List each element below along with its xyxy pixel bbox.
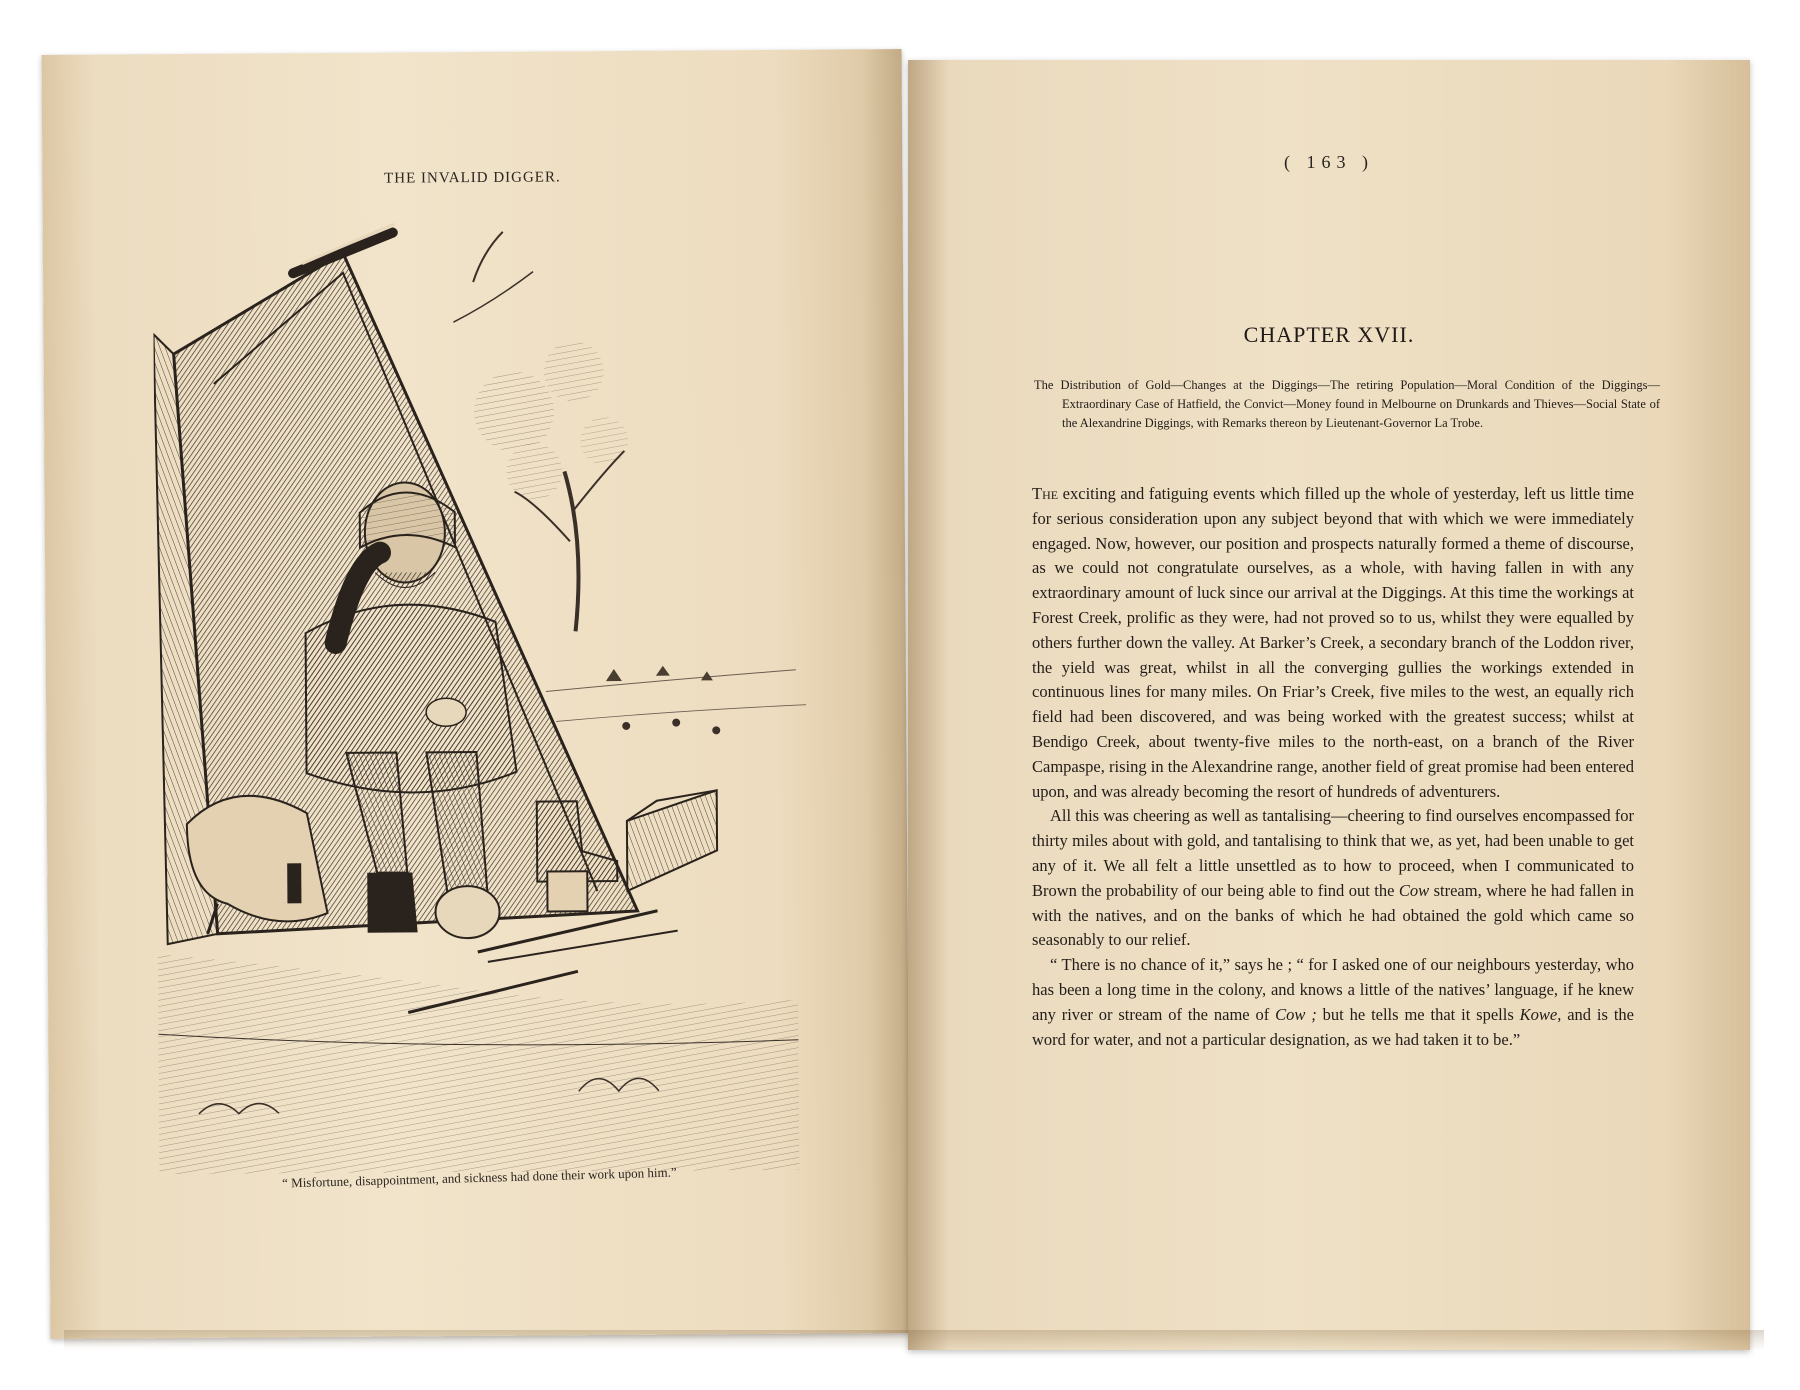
chapter-body [1032, 482, 1634, 1052]
paragraph-3-italic-2: Kowe, [1519, 1004, 1562, 1024]
paragraph-1 [1032, 482, 1634, 804]
chapter-summary: The Distribution of Gold—Changes at the Diggings—The retiring Population—Moral Condition of the Diggings—Extraordinary Case of Hatfield, the Convict—Money found in Melbourne on Drunkards and Thieves—Social State of the Alexandrine Diggings, with Remarks thereon by Lieutenant-Governor La Trobe. [1034, 378, 1660, 430]
paragraph-2-text-a: All this was cheering as well as tantalising—cheering to find ourselves encompassed for thirty miles about with gold, and tantalising to think that we, as yet, had been unable to get any of it. We all felt a little unsettled as to how to proceed, when I communicated to Brown the probability of our being able to find out the [1032, 806, 1634, 900]
book-edge-shadow [64, 1330, 1764, 1350]
paragraph-2 [1032, 804, 1634, 953]
paragraph-3-text-c: and is the word for water, and not a particular designation, as we had taken it to be.” [1032, 1004, 1634, 1049]
drop-cap-word: The [1032, 484, 1059, 503]
paragraph-3 [1032, 953, 1634, 1052]
plate-title: THE INVALID DIGGER. [384, 169, 561, 187]
chapter-title: CHAPTER XVII. [1243, 322, 1415, 347]
paragraph-3-italic-1: Cow ; [1275, 1004, 1317, 1024]
paragraph-3-text-a: “ There is no chance of it,” says he ; “ for I asked one of our neighbours yesterday, who has been a long time in the colony, and knows a little of the natives’ language, if he knew any river or stream of the name of [1032, 955, 1634, 1024]
plate-caption: “ Misfortune, disappointment, and sickness had done their work upon him.” [281, 1164, 677, 1191]
left-page [42, 49, 911, 1339]
invalid-digger-engraving [153, 210, 820, 1175]
paragraph-2-italic: Cow [1398, 880, 1430, 900]
page-number: ( 163 ) [1284, 152, 1374, 172]
paragraph-2-text-b: stream, where he had fallen in with the natives, and on the banks of which he had obtained the gold which came so seasonably to our relief. [1032, 880, 1634, 950]
paragraph-3-text-b: but he tells me that it spells [1316, 1004, 1520, 1024]
right-page [908, 60, 1750, 1350]
paragraph-1-text: exciting and fatiguing events which filled up the whole of yesterday, left us little time for serious consideration upon any subject beyond that with which we were immediately engaged. Now, however, our position and prospects naturally formed a theme of discourse, as we could not congratulate ourselves, as a whole, with having fallen in with any extraordinary amount of luck since our arrival at the Diggings. At this time the workings at Forest Creek, prolific as they were, had not proved so to us, whilst they were equalled by others further down the valley. At Barker’s Creek, a secondary branch of the Loddon river, the yield was great, whilst in all the converging gullies the workings extended in continuous lines for many miles. On Friar’s Creek, five miles to the west, an equally rich field had been discovered, and was being worked with the greatest success; whilst at Bendigo Creek, about twenty-five miles to the north-east, on a branch of the River Campaspe, rising in the Alexandrine range, another field of great promise had been entered upon, and was already becoming the resort of hundreds of adventurers. [1032, 484, 1634, 801]
